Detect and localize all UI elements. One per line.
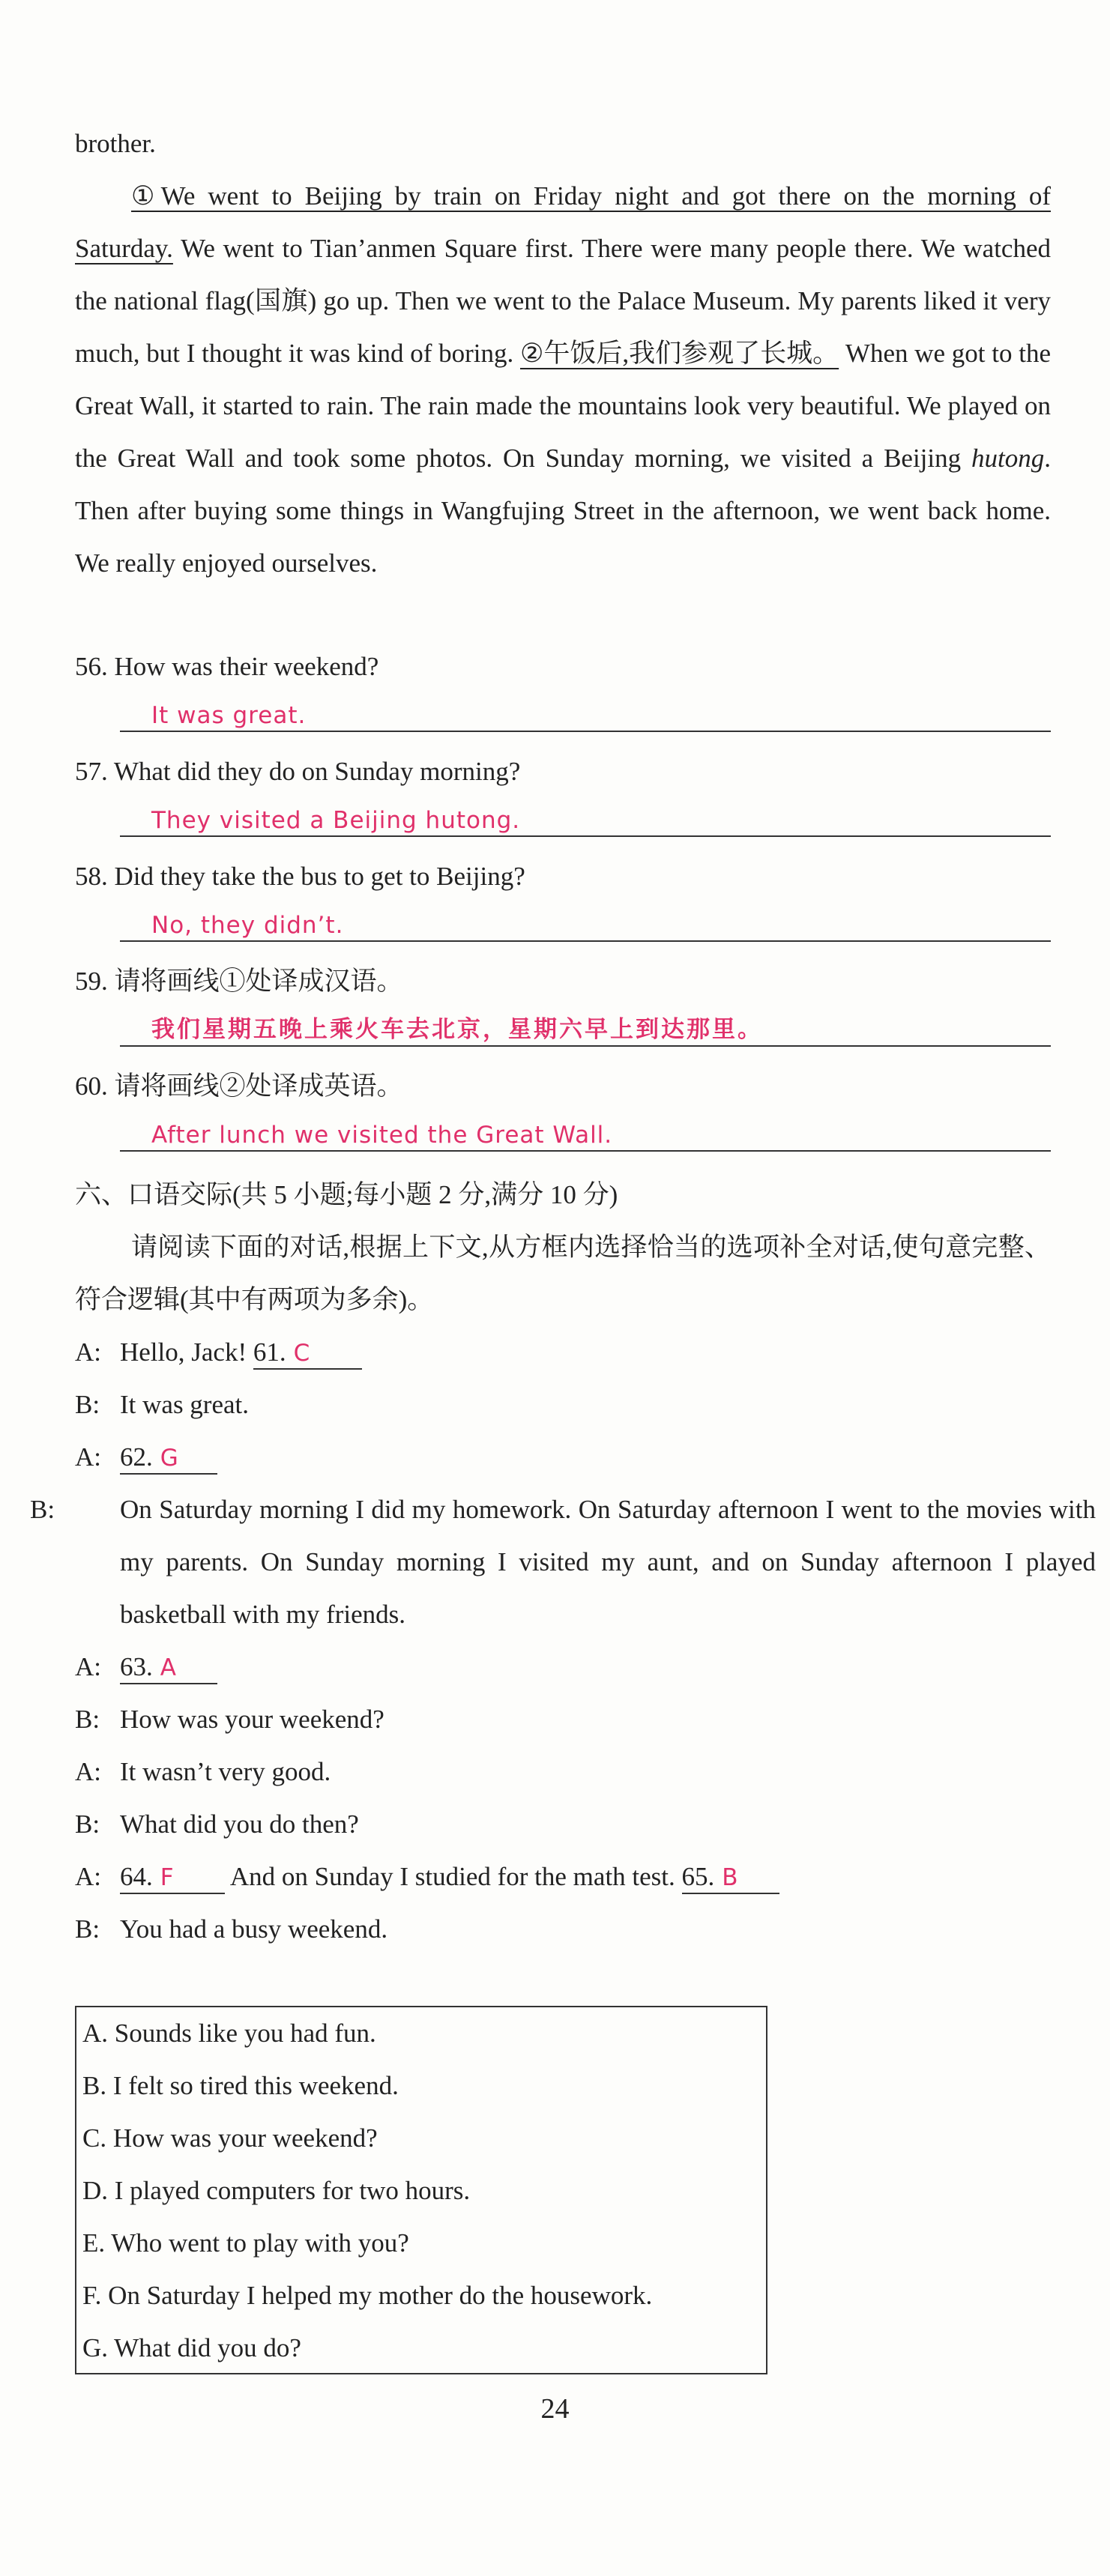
option-a: A. Sounds like you had fun. bbox=[82, 2019, 376, 2048]
blank-answer-63: A bbox=[160, 1654, 176, 1681]
option-g: G. What did you do? bbox=[82, 2333, 301, 2362]
blank-62[interactable] bbox=[120, 1439, 217, 1475]
handwritten-answer-56: It was great. bbox=[151, 702, 307, 729]
blank-number: 64. bbox=[120, 1862, 153, 1891]
handwritten-answer-57: They visited a Beijing hutong. bbox=[151, 807, 521, 834]
answer-line-58[interactable] bbox=[120, 903, 1051, 942]
dialogue-line-3 bbox=[75, 1431, 1051, 1484]
speaker-label: B: bbox=[30, 1495, 55, 1524]
dialogue-text: Hello, Jack! bbox=[120, 1337, 247, 1367]
passage-italic-word: hutong bbox=[971, 444, 1045, 473]
handwritten-answer-59: 我们星期五晚上乘火车去北京，星期六早上到达那里。 bbox=[151, 1016, 763, 1043]
handwritten-answer-60: After lunch we visited the Great Wall. bbox=[151, 1122, 613, 1149]
handwritten-answer-58: No, they didn’t. bbox=[151, 912, 344, 939]
speaker-label: B: bbox=[75, 1390, 100, 1419]
blank-answer-61: C bbox=[293, 1340, 310, 1367]
dialogue-line-6 bbox=[75, 1693, 1051, 1746]
section-6-title: 六、口语交际(共 5 小题;每小题 2 分,满分 10 分) bbox=[75, 1180, 618, 1209]
blank-64[interactable] bbox=[120, 1858, 225, 1894]
dialogue-line-9 bbox=[75, 1851, 1051, 1903]
options-box bbox=[75, 2006, 767, 2374]
blank-number: 63. bbox=[120, 1652, 153, 1681]
speaker-label: A: bbox=[75, 1757, 101, 1786]
dialogue-line-7 bbox=[75, 1746, 1051, 1798]
dialogue-text: How was your weekend? bbox=[120, 1705, 384, 1734]
blank-61[interactable] bbox=[253, 1334, 362, 1370]
question-57: 57. What did they do on Sunday morning? bbox=[75, 757, 521, 786]
dialogue-line-8 bbox=[75, 1798, 1051, 1851]
speaker-label: A: bbox=[75, 1337, 101, 1367]
option-e: E. Who went to play with you? bbox=[82, 2228, 409, 2258]
speaker-label: B: bbox=[75, 1914, 100, 1944]
dialogue-line-4 bbox=[30, 1484, 1096, 1641]
speaker-label: A: bbox=[75, 1862, 101, 1891]
dialogue-text: It was great. bbox=[120, 1390, 250, 1419]
option-c: C. How was your weekend? bbox=[82, 2123, 378, 2153]
underlined-sentence-2: ②午饭后,我们参观了长城。 bbox=[520, 339, 839, 368]
answer-line-60[interactable] bbox=[120, 1113, 1051, 1152]
speaker-label: A: bbox=[75, 1442, 101, 1472]
question-56: 56. How was their weekend? bbox=[75, 652, 379, 681]
dialogue-line-1 bbox=[75, 1326, 1051, 1379]
option-b: B. I felt so tired this weekend. bbox=[82, 2071, 399, 2100]
blank-number: 65. bbox=[681, 1862, 715, 1891]
blank-number: 61. bbox=[253, 1337, 286, 1367]
dialogue-line-10 bbox=[75, 1903, 1051, 1956]
speaker-label: A: bbox=[75, 1652, 101, 1681]
speaker-label: B: bbox=[75, 1705, 100, 1734]
dialogue-line-2 bbox=[75, 1379, 1051, 1431]
blank-63[interactable] bbox=[120, 1648, 217, 1684]
dialogue-line-5 bbox=[75, 1641, 1051, 1693]
dialogue-text: It wasn’t very good. bbox=[120, 1757, 331, 1786]
question-59: 59. 请将画线①处译成汉语。 bbox=[75, 967, 403, 996]
blank-answer-62: G bbox=[160, 1445, 178, 1472]
question-60: 60. 请将画线②处译成英语。 bbox=[75, 1071, 403, 1101]
blank-number: 62. bbox=[120, 1442, 153, 1472]
answer-line-59[interactable] bbox=[120, 1008, 1051, 1047]
option-f: F. On Saturday I helped my mother do the housework. bbox=[82, 2281, 653, 2310]
dialogue-text: And on Sunday I studied for the math test. bbox=[229, 1862, 675, 1891]
question-58: 58. Did they take the bus to get to Beijing? bbox=[75, 862, 525, 891]
passage-top-line: brother. bbox=[75, 129, 156, 158]
dialogue-text: What did you do then? bbox=[120, 1809, 359, 1839]
blank-answer-65: B bbox=[722, 1864, 738, 1891]
underlined-sentence-1: ①We went to Beijing by train on Friday night and got there on the morning of Saturday. bbox=[75, 181, 1051, 263]
passage-text-3: . Then after buying some things in Wangfujing Street in the afternoon, we went back home. We really enjoyed ourselves. bbox=[75, 444, 1051, 578]
page-number: 24 bbox=[540, 2393, 570, 2425]
passage-text-2: When we got to the Great Wall, it started to rain. The rain made the mountains look very beautiful. We played on the Great Wall and took some photos. On Sunday morning, we visited a Beijing bbox=[75, 339, 1051, 473]
dialogue-text: On Saturday morning I did my homework. On Saturday afternoon I went to the movies with my parents. On Sunday morning I visited my aunt, and on Sunday afternoon I played basketball with my friends. bbox=[120, 1495, 1096, 1629]
option-d: D. I played computers for two hours. bbox=[82, 2176, 471, 2205]
passage-paragraph bbox=[75, 170, 1051, 590]
section-6-instructions: 请阅读下面的对话,根据上下文,从方框内选择恰当的选项补全对话,使句意完整、符合逻辑(其中有两项为多余)。 bbox=[75, 1233, 1051, 1314]
speaker-label: B: bbox=[75, 1809, 100, 1839]
dialogue-text: You had a busy weekend. bbox=[120, 1914, 388, 1944]
blank-65[interactable] bbox=[682, 1858, 779, 1894]
blank-answer-64: F bbox=[160, 1864, 174, 1891]
passage-text-1: We went to Tian’anmen Square first. There were many people there. We watched the national flag(国旗) go up. Then we went to the Palace Museum. My parents liked it very much, but I thought it was kind of boring. bbox=[75, 234, 1051, 368]
answer-line-56[interactable] bbox=[120, 693, 1051, 732]
answer-line-57[interactable] bbox=[120, 798, 1051, 837]
